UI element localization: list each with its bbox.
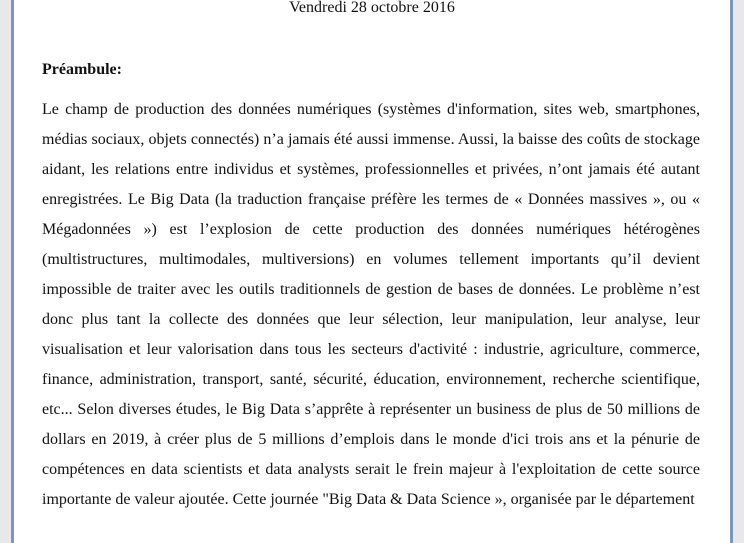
window-frame-right <box>730 0 744 543</box>
window-frame-left <box>0 0 14 543</box>
preamble-paragraph: Le champ de production des données numériques (systèmes d'information, sites web, smartphones, médias sociaux, objets connectés) n’a jamais été aussi immense. Aussi, la baisse des coûts de stockage aidant, les relations entre individus et systèmes, professionnelles et privées, n’ont jamais été autant enregistrées. Le Big Data (la traduction française préfère les termes de « Données massives », ou « Mégadonnées ») est l’explosion de cette production des données numériques hétérogènes (multistructures, multimodales, multiversions) en volumes tellement importants qu’il devient impossible de traiter avec les outils traditionnels de gestion de bases de données. Le problème n’est donc plus tant la collecte des données que leur sélection, leur manipulation, leur analyse, leur visualisation et leur valorisation dans tous les secteurs d'activité : industrie, agriculture, commerce, finance, administration, transport, santé, sécurité, éducation, environnement, recherche scientifique, etc... Selon diverses études, le Big Data s’apprête à représenter un business de plus de 50 millions de dollars en 2019, à créer plus de 5 millions d’emplois dans le monde d'ici trois ans et la pénurie de compétences en data scientists et data analysts serait le frein majeur à l'exploitation de cette source importante de valeur ajoutée. Cette journée "Big Data & Data Science », organisée par le département <box>42 101 700 508</box>
document-date: Vendredi 28 octobre 2016 <box>289 0 455 16</box>
section-heading: Préambule: <box>42 61 122 78</box>
document-page <box>14 0 730 543</box>
